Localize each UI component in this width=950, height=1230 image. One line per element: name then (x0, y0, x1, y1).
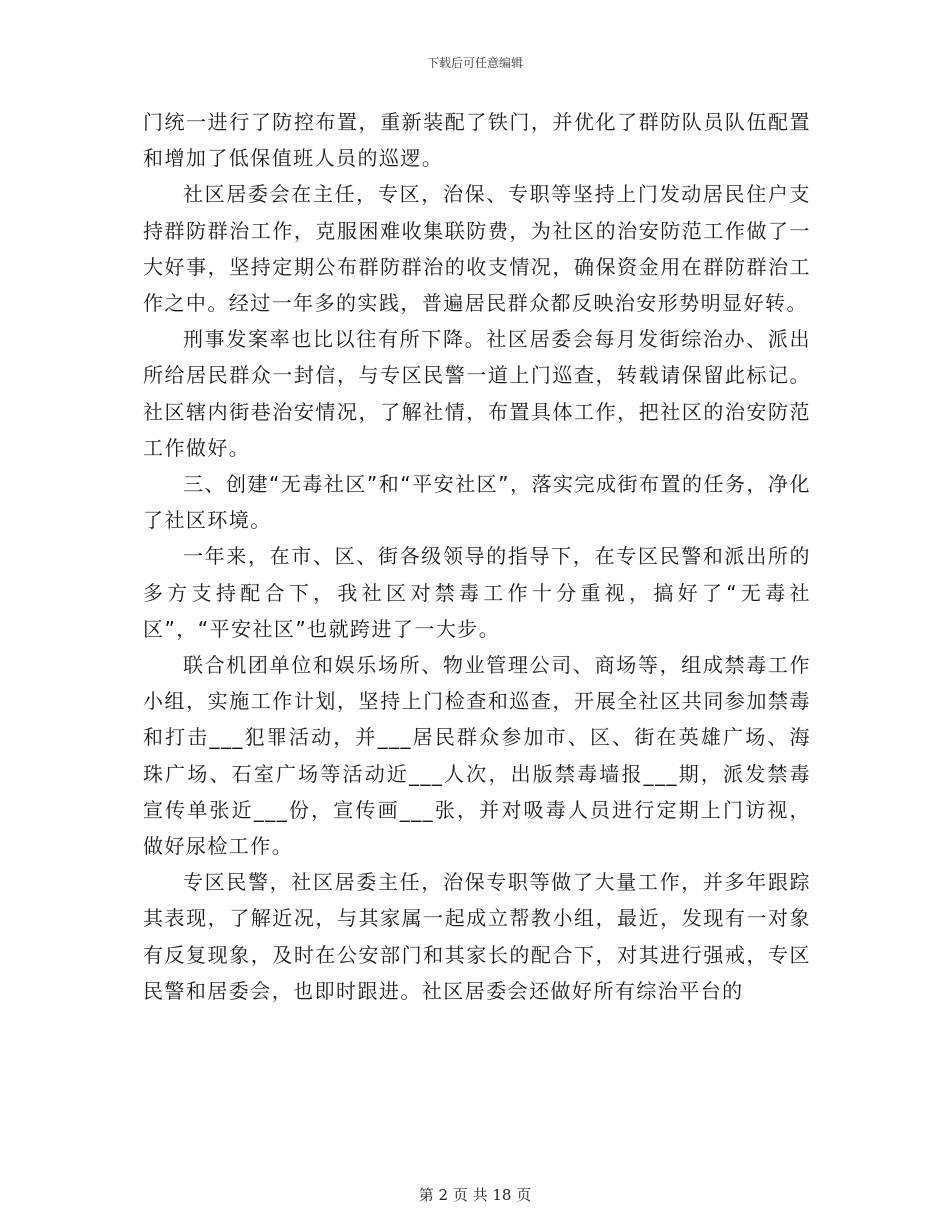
section-heading-paragraph: 三、创建“无毒社区”和“平安社区”，落实完成街布置的任务，净化了社区环境。 (143, 472, 811, 533)
document-body (143, 104, 811, 1009)
paragraph: 专区民警，社区居委主任，治保专职等做了大量工作，并多年跟踪其表现，了解近况，与其家属一起成立帮教小组，最近，发现有一对象有反复现象，及时在公安部门和其家长的配合下，对其进行强戒，专区民警和居委会，也即时跟进。社区居委会还做好所有综治平台的 (143, 870, 811, 1003)
paragraph: 联合机团单位和娱乐场所、物业管理公司、商场等，组成禁毒工作小组，实施工作计划，坚持上门检查和巡查，开展全社区共同参加禁毒和打击___犯罪活动，并___居民群众参加市、区、街在英雄广场、海珠广场、石室广场等活动近___人次，出版禁毒墙报___期，派发禁毒宣传单张近___份，宣传画___张，并对吸毒人员进行定期上门访视，做好尿检工作。 (143, 653, 811, 859)
page-number-footer: 第 2 页 共 18 页 (418, 1186, 532, 1204)
paragraph-continued: 门统一进行了防控布置，重新装配了铁门，并优化了群防队员队伍配置和增加了低保值班人员的巡逻。 (143, 110, 811, 171)
paragraph: 社区居委会在主任，专区，治保、专职等坚持上门发动居民住户支持群防群治工作，克服困难收集联防费，为社区的治安防范工作做了一大好事，坚持定期公布群防群治的收支情况，确保资金用在群防群治工作之中。经过一年多的实践，普遍居民群众都反映治安形势明显好转。 (143, 182, 811, 316)
paragraph: 刑事发案率也比以往有所下降。社区居委会每月发街综治办、派出所给居民群众一封信，与专区民警一道上门巡查，转载请保留此标记。社区辖内街巷治安情况，了解社情，布置具体工作，把社区的治安防范工作做好。 (143, 327, 811, 460)
page-header: 下载后可任意编辑 (426, 56, 523, 70)
paragraph: 一年来，在市、区、街各级领导的指导下，在专区民警和派出所的多方支持配合下，我社区对禁毒工作十分重视，搞好了“无毒社区”，“平安社区”也就跨进了一大步。 (143, 544, 811, 641)
